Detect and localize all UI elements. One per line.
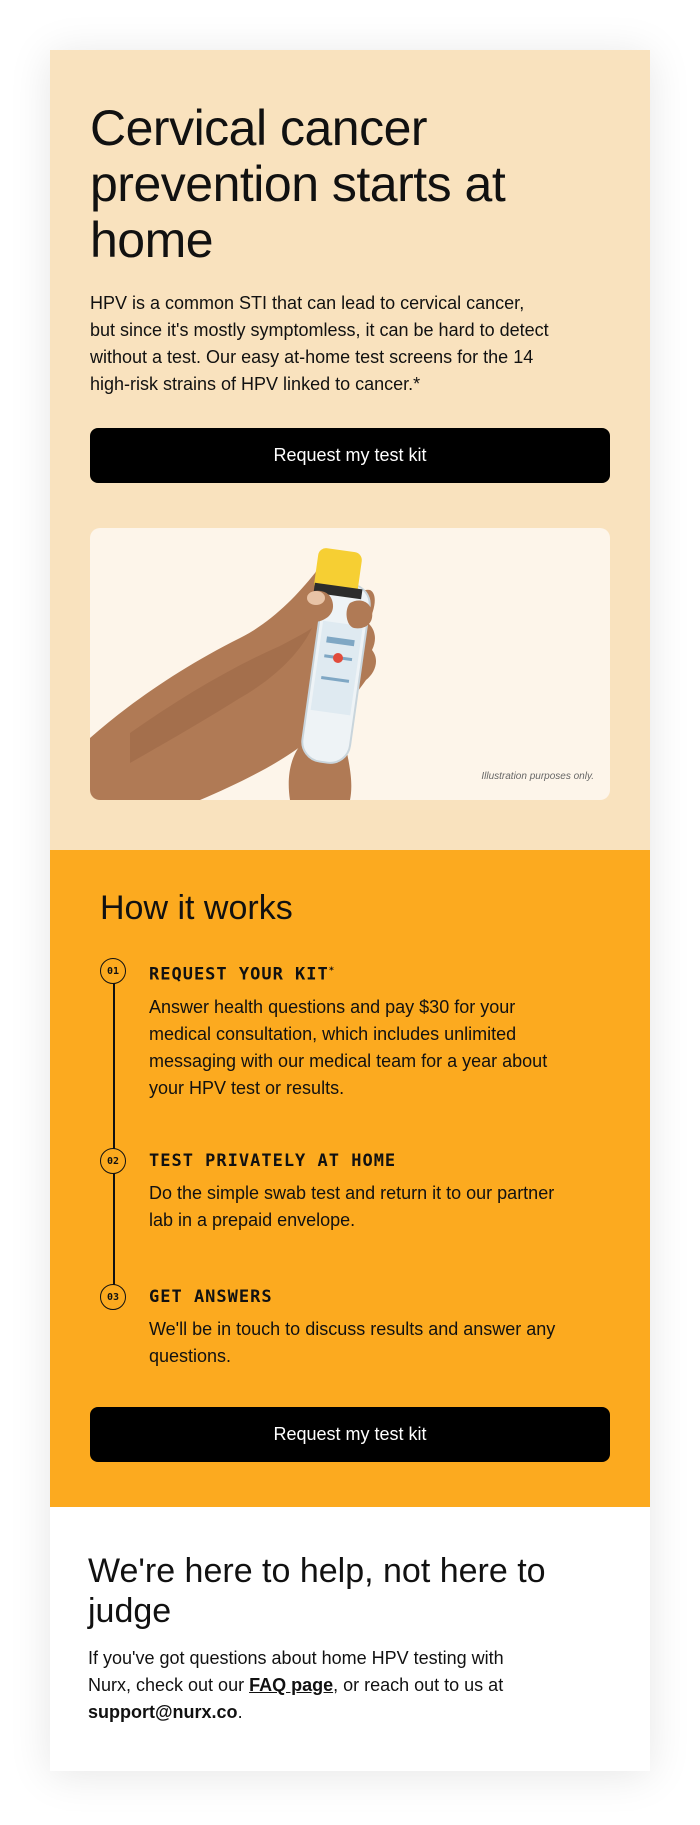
- email-card: [50, 50, 650, 1771]
- step-number-badge: 01: [100, 958, 126, 984]
- help-heading: We're here to help, not here to judge: [88, 1552, 546, 1630]
- request-kit-button[interactable]: Request my test kit: [90, 428, 610, 483]
- step-item: [100, 958, 610, 1148]
- steps-timeline: [100, 958, 610, 1384]
- step-number-badge: 03: [100, 1284, 126, 1310]
- test-tube-photo: [90, 528, 610, 800]
- help-section: [50, 1507, 650, 1771]
- step-title: GET ANSWERS: [149, 1287, 273, 1307]
- hero-title: Cervical cancer prevention starts at home: [90, 100, 506, 268]
- step-number-badge: 02: [100, 1148, 126, 1174]
- support-email-link[interactable]: support@nurx.co: [88, 1702, 238, 1722]
- image-caption: Illustration purposes only.: [481, 771, 594, 782]
- hero-body: HPV is a common STI that can lead to cervical cancer, but since it's mostly symptomless, it can be hard to detect without a test. Our easy at-home test screens for the 14 high-risk strains of HPV linked to cancer.*: [90, 293, 549, 394]
- step-title: TEST PRIVATELY AT HOME: [149, 1151, 397, 1171]
- step-title: REQUEST YOUR KIT*: [149, 964, 336, 985]
- footnote-marker: *: [328, 966, 336, 976]
- step-description: Answer health questions and pay $30 for your medical consultation, which includes unlimited messaging with our medical team for a year about your HPV test or results.: [149, 996, 548, 1098]
- step-item: [100, 1284, 610, 1384]
- how-it-works-section: [50, 850, 650, 1507]
- hero-section: [50, 50, 650, 850]
- request-kit-button-secondary[interactable]: Request my test kit: [90, 1407, 610, 1462]
- hand-holding-tube-illustration: [90, 528, 610, 800]
- step-description: Do the simple swab test and return it to our partner lab in a prepaid envelope.: [149, 1183, 555, 1230]
- step-description: We'll be in touch to discuss results and answer any questions.: [149, 1319, 556, 1366]
- faq-link[interactable]: FAQ page: [249, 1675, 334, 1695]
- step-item: [100, 1148, 610, 1284]
- how-it-works-heading: How it works: [100, 889, 293, 927]
- help-body: If you've got questions about home HPV testing with Nurx, check out our FAQ page, or reach out to us at support@nurx.co.: [88, 1648, 504, 1722]
